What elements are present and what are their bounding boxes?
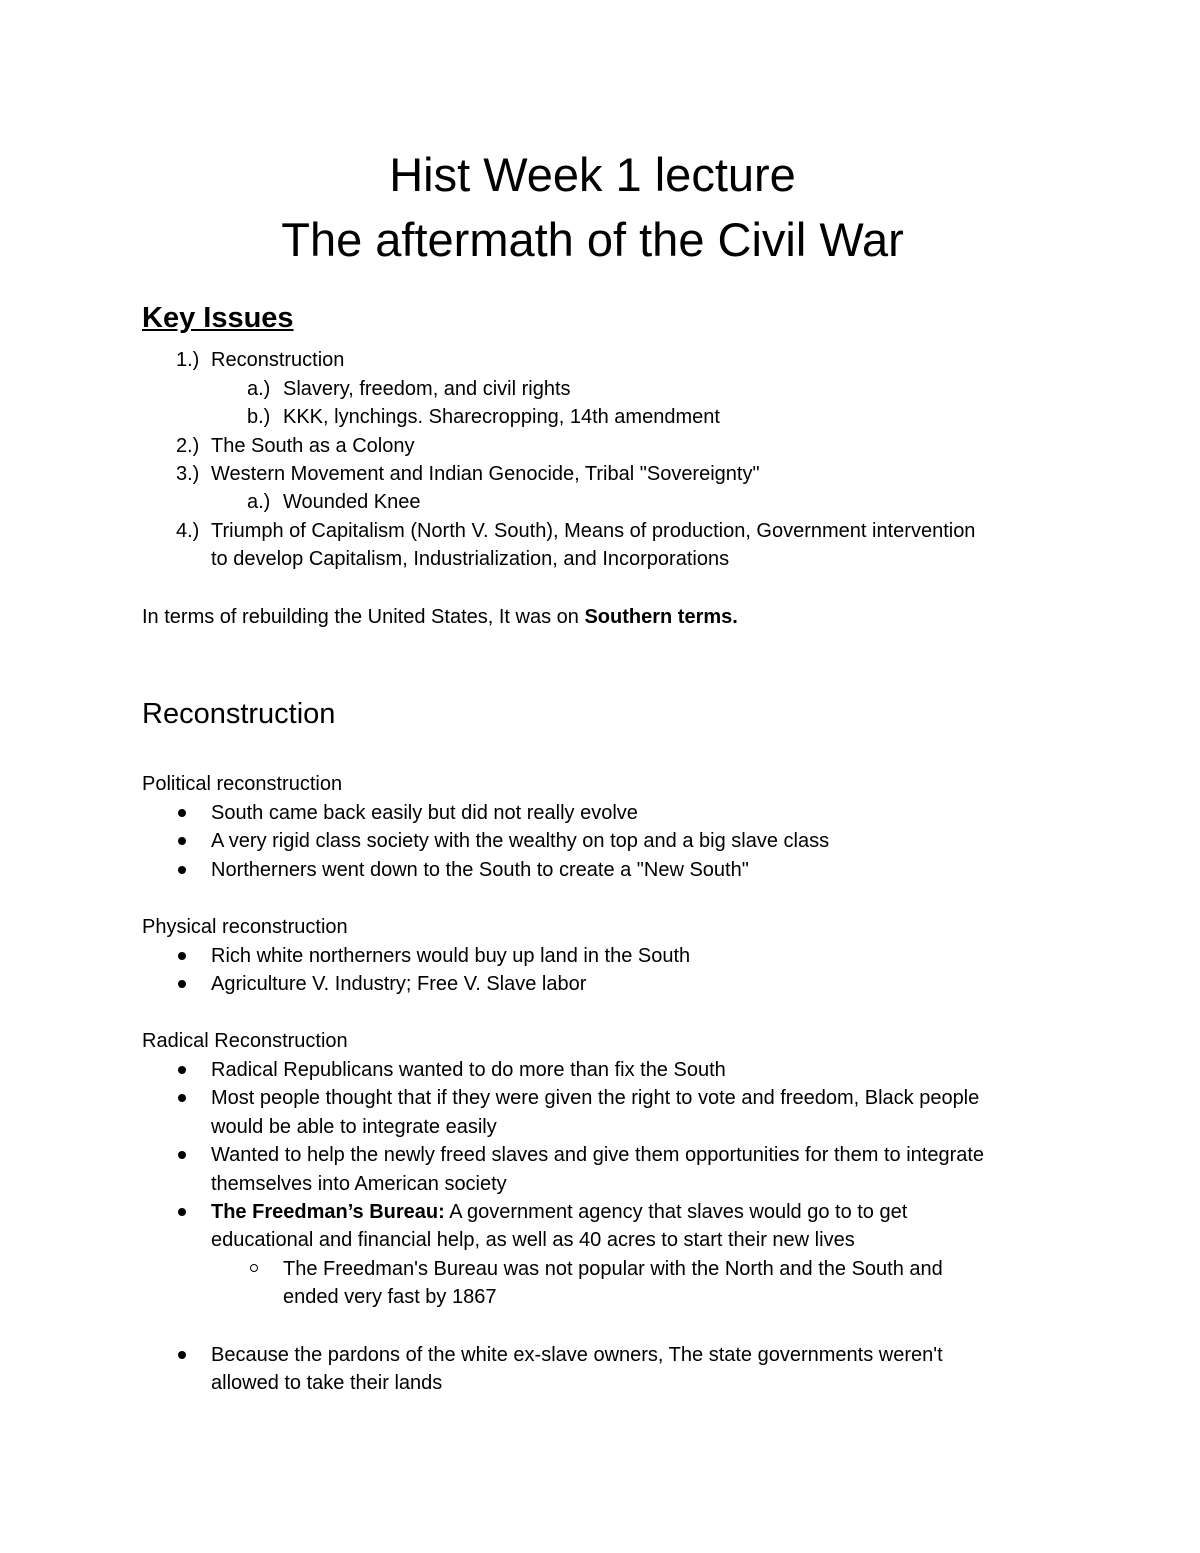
bullet-icon — [178, 809, 186, 817]
summary-text: In terms of rebuilding the United States, It was on — [142, 606, 585, 628]
list-item: Because the pardons of the white ex-slave owners, The state governments weren't — [211, 1344, 943, 1366]
list-item: Radical Republicans wanted to do more than fix the South — [211, 1059, 726, 1081]
bullet-icon — [178, 1351, 186, 1359]
list-item-continuation: would be able to integrate easily — [211, 1116, 497, 1138]
term-definition: A government agency that slaves would go to to get — [444, 1201, 908, 1223]
list-number: 3.) — [176, 463, 200, 485]
section-label: Physical reconstruction — [142, 916, 348, 938]
list-item-continuation: educational and financial help, as well as 40 acres to start their new lives — [211, 1229, 855, 1251]
bullet-icon — [178, 866, 186, 874]
page-title: Hist Week 1 lecture — [389, 148, 796, 201]
key-issues-heading: Key Issues — [142, 302, 294, 334]
reconstruction-heading: Reconstruction — [142, 698, 336, 730]
list-item: Wounded Knee — [283, 491, 421, 513]
list-item-continuation: allowed to take their lands — [211, 1372, 443, 1394]
list-item: Reconstruction — [211, 349, 345, 371]
bullet-icon — [178, 1151, 186, 1159]
bullet-icon — [178, 1066, 186, 1074]
list-item: Agriculture V. Industry; Free V. Slave labor — [211, 973, 587, 995]
bullet-icon — [178, 952, 186, 960]
list-number: 1.) — [176, 349, 200, 371]
sub-list-item: The Freedman's Bureau was not popular with the North and the South and — [283, 1258, 943, 1280]
sub-list-item-continuation: ended very fast by 1867 — [283, 1286, 497, 1308]
bullet-icon — [178, 837, 186, 845]
list-number: 2.) — [176, 435, 200, 457]
bullet-icon — [178, 1094, 186, 1102]
list-item: Most people thought that if they were given the right to vote and freedom, Black people — [211, 1087, 980, 1109]
summary-bold: Southern terms. — [584, 606, 738, 628]
bullet-icon — [178, 1208, 186, 1216]
list-item: Rich white northerners would buy up land in the South — [211, 945, 691, 967]
list-item: A very rigid class society with the wealthy on top and a big slave class — [211, 830, 830, 852]
list-item: Triumph of Capitalism (North V. South), Means of production, Government intervention — [211, 520, 976, 542]
list-item — [211, 1200, 907, 1224]
list-item: Western Movement and Indian Genocide, Tribal "Sovereignty" — [211, 463, 760, 485]
section-label: Radical Reconstruction — [142, 1030, 348, 1052]
term-bold: The Freedman’s Bureau: — [211, 1201, 445, 1223]
list-item-continuation: to develop Capitalism, Industrialization, and Incorporations — [211, 548, 730, 570]
hollow-bullet-icon — [250, 1264, 258, 1272]
list-item: Slavery, freedom, and civil rights — [283, 378, 571, 400]
page-subtitle: The aftermath of the Civil War — [281, 213, 904, 266]
list-number: b.) — [247, 406, 271, 428]
section-label: Political reconstruction — [142, 773, 343, 795]
list-item: Wanted to help the newly freed slaves and give them opportunities for them to integrate — [211, 1144, 985, 1166]
list-item: KKK, lynchings. Sharecropping, 14th amendment — [283, 406, 720, 428]
list-number: a.) — [247, 378, 271, 400]
list-item: South came back easily but did not really evolve — [211, 802, 638, 824]
list-number: a.) — [247, 491, 271, 513]
bullet-icon — [178, 980, 186, 988]
list-item-continuation: themselves into American society — [211, 1173, 507, 1195]
list-item: Northerners went down to the South to create a "New South" — [211, 859, 749, 881]
list-item: The South as a Colony — [211, 435, 415, 457]
list-number: 4.) — [176, 520, 200, 542]
summary-paragraph — [142, 605, 738, 629]
